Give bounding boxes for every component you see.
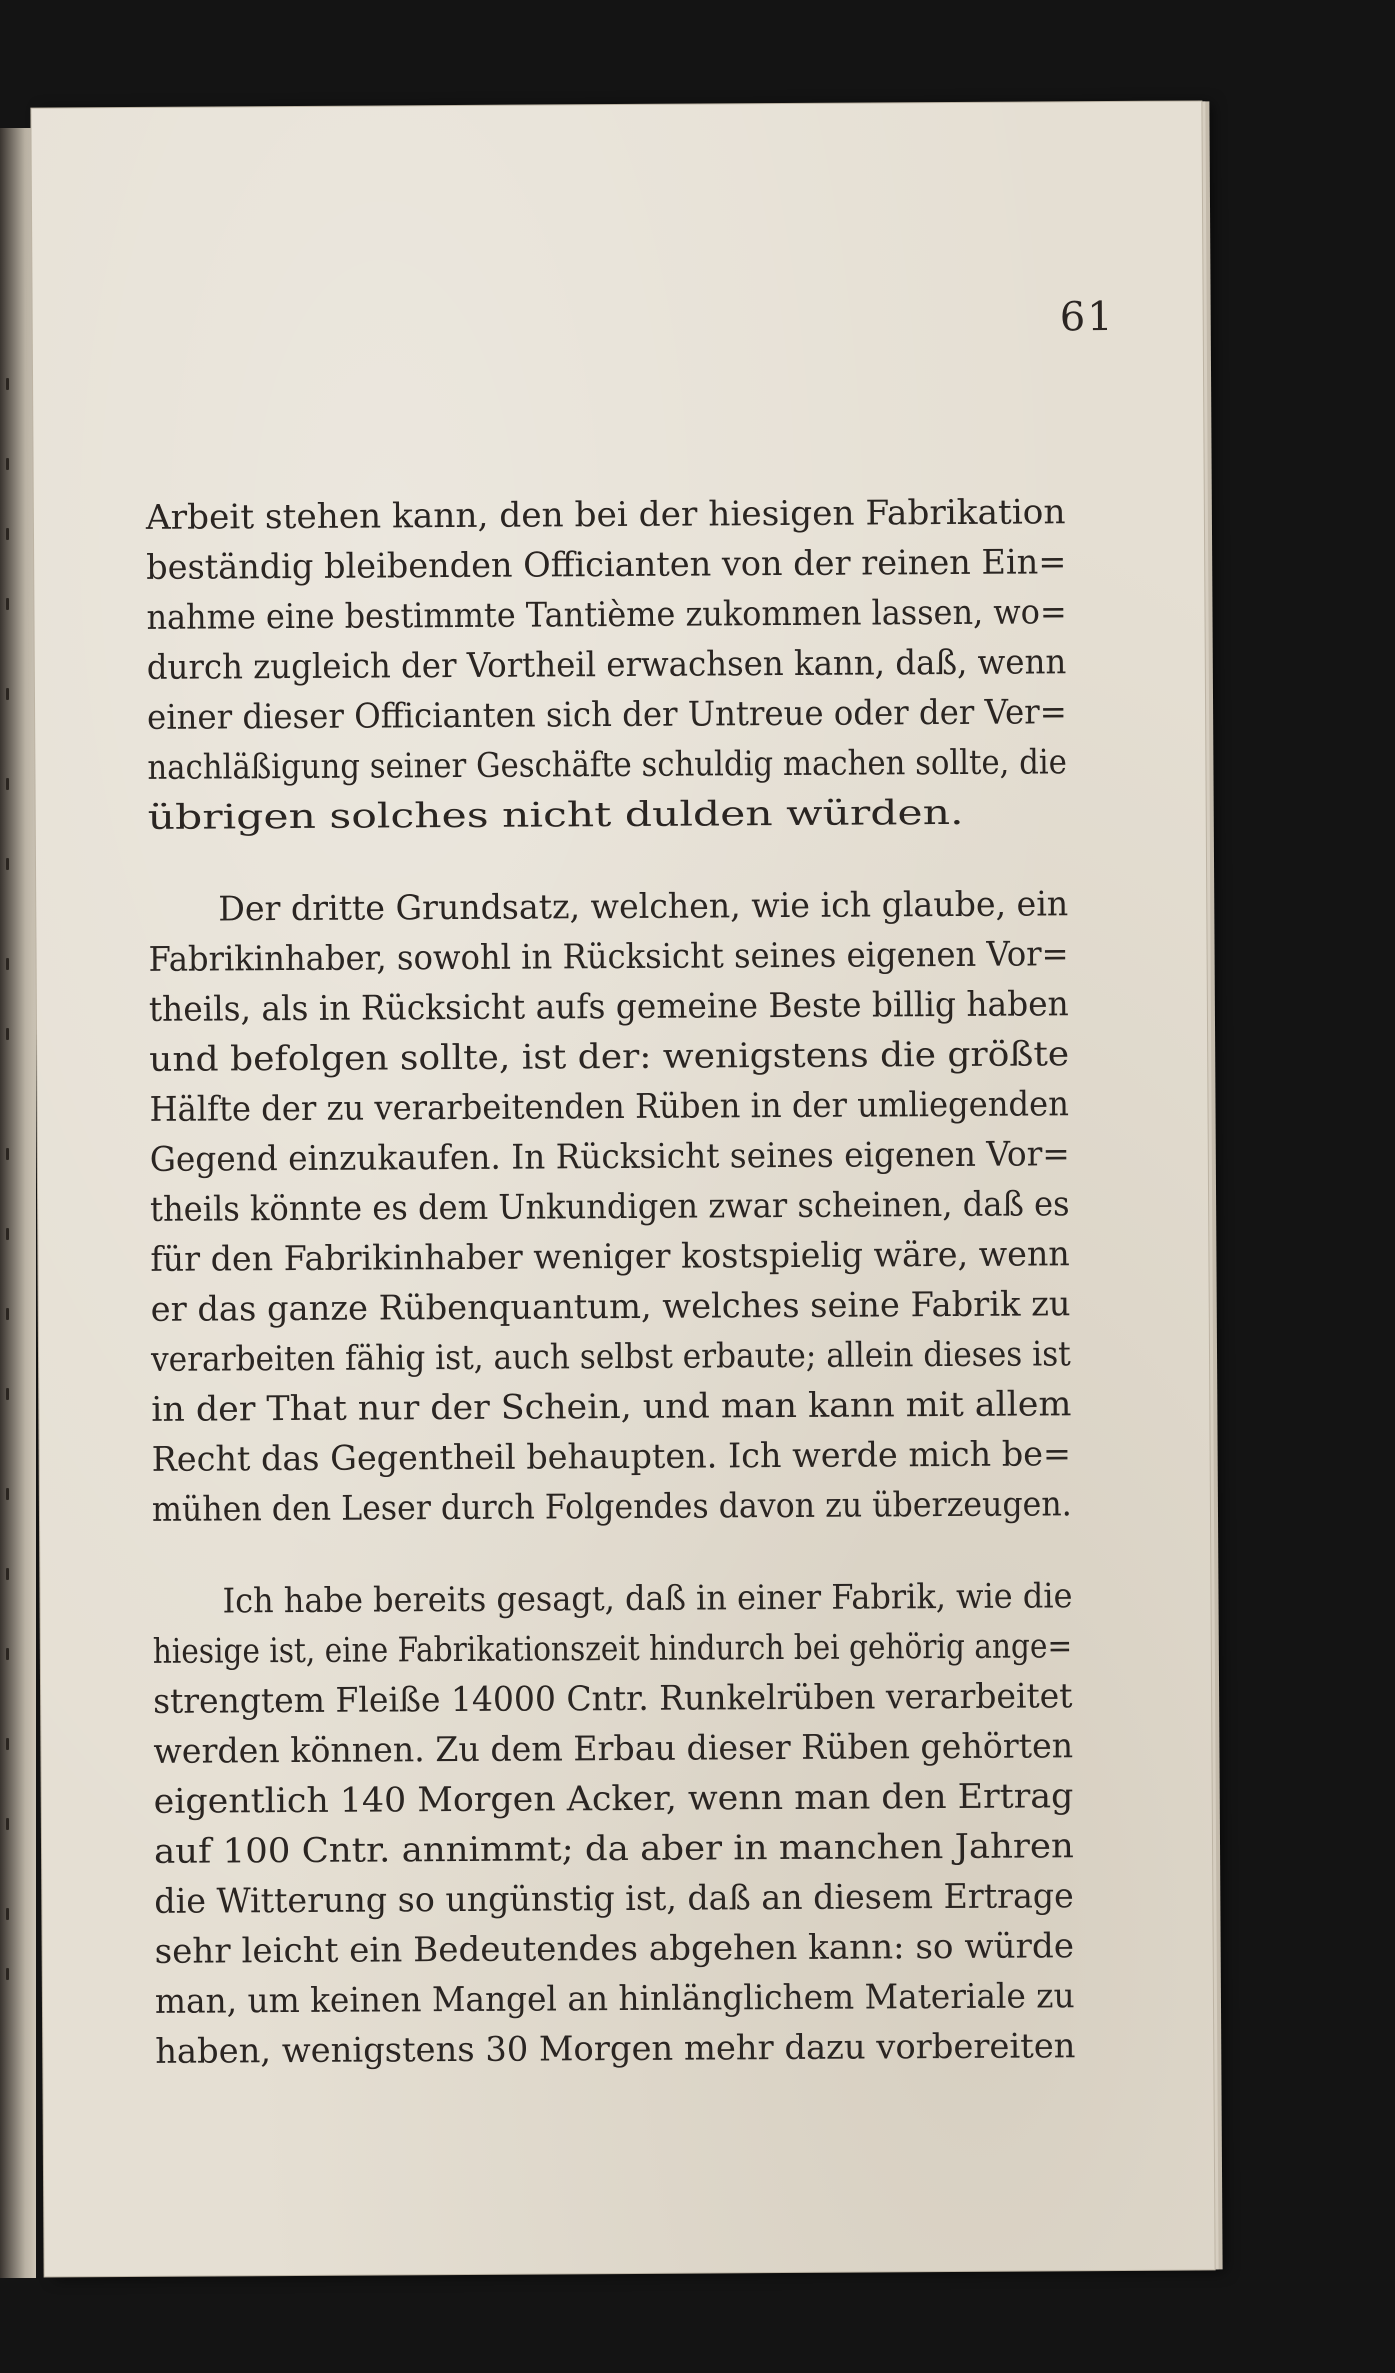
page-number: 61 (1059, 293, 1115, 341)
text-line: für den Fabrikinhaber weniger kostspielig wäre, wenn (150, 1234, 1070, 1280)
adjacent-page-edge (0, 128, 36, 2278)
text-line: er das ganze Rübenquantum, welches seine Fabrik zu (150, 1284, 1071, 1330)
text-line: in der That nur der Schein, und man kann mit allem (151, 1384, 1072, 1430)
text-line: strengtem Fleiße 14000 Cntr. Runkelrüben verarbeitet (153, 1676, 1073, 1722)
text-line: eigentlich 140 Morgen Acker, wenn man den Ertrag (153, 1776, 1074, 1822)
text-line: nahme eine bestimmte Tantième zukommen lassen, wo= (146, 592, 1067, 638)
page-text (146, 487, 1076, 2077)
text-line: durch zugleich der Vortheil erwachsen kann, daß, wenn (146, 642, 1067, 688)
text-line: Fabrikinhaber, sowohl in Rücksicht seines eigenen Vor= (148, 934, 1069, 980)
text-line: nachläßigung seiner Geschäfte schuldig machen sollte, die (147, 742, 1067, 788)
text-line: haben, wenigstens 30 Morgen mehr dazu vorbereiten (155, 2026, 1076, 2072)
text-line: Ich habe bereits gesagt, daß in einer Fabrik, wie die (222, 1576, 1073, 1622)
text-line: und befolgen sollte, ist der: wenigstens die größte (149, 1034, 1070, 1080)
text-line: Der dritte Grundsatz, welchen, wie ich glaube, ein (218, 884, 1069, 930)
text-line: werden können. Zu dem Erbau dieser Rüben gehörten (153, 1726, 1074, 1772)
text-line: theils könnte es dem Unkundigen zwar scheinen, daß es (149, 1184, 1070, 1230)
text-line: Gegend einzukaufen. In Rücksicht seines eigenen Vor= (149, 1134, 1070, 1180)
book-page (31, 101, 1214, 2276)
text-line: die Witterung so ungünstig ist, daß an diesem Ertrage (154, 1876, 1074, 1922)
text-line: theils, als in Rücksicht aufs gemeine Beste billig haben (148, 984, 1069, 1030)
text-line: hiesige ist, eine Fabrikationszeit hindurch bei gehörig ange= (152, 1626, 1073, 1672)
text-line: verarbeiten fähig ist, auch selbst erbaute; allein dieses ist (150, 1334, 1071, 1380)
text-line: beständig bleibenden Officianten von der reinen Ein= (146, 542, 1067, 588)
text-line: Arbeit stehen kann, den bei der hiesigen Fabrikation (145, 492, 1066, 538)
text-line: übrigen solches nicht dulden würden. (147, 792, 964, 838)
text-line: man, um keinen Mangel an hinlänglichem Materiale zu (154, 1976, 1075, 2022)
text-line: sehr leicht ein Bedeutendes abgehen kann: so würde (154, 1926, 1075, 1972)
text-line: Hälfte der zu verarbeitenden Rüben in der umliegenden (149, 1084, 1070, 1130)
text-line: auf 100 Cntr. annimmt; da aber in manchen Jahren (153, 1826, 1074, 1872)
text-line: Recht das Gegentheil behaupten. Ich werde mich be= (151, 1434, 1072, 1480)
text-line: mühen den Leser durch Folgendes davon zu überzeugen. (151, 1484, 1072, 1530)
text-line: einer dieser Officianten sich der Untreue oder der Ver= (146, 692, 1067, 738)
